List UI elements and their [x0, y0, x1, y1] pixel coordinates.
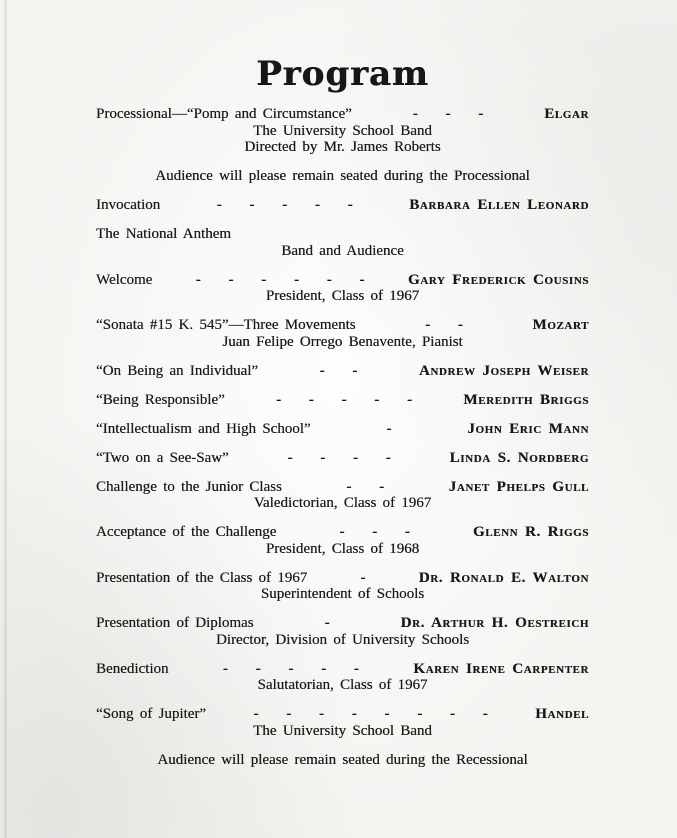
program-entry — [96, 226, 589, 259]
entry-label: “Intellectualism and High School” — [96, 420, 311, 437]
entry-name: Dr. Arthur H. Oestreich — [400, 615, 589, 631]
entry-leader: - - - - - - — [195, 271, 365, 288]
entry-subline: The University School Band — [253, 122, 432, 139]
entry-name: Linda S. Nordberg — [449, 449, 589, 466]
entry-name: Meredith Briggs — [463, 391, 589, 408]
entry-leader: - — [386, 420, 392, 437]
notice-recessional: Audience will please remain seated during the Recessional — [157, 751, 528, 768]
entry-subline: The University School Band — [253, 722, 432, 739]
entry-label: Invocation — [96, 197, 161, 213]
program-entry — [96, 479, 589, 512]
program-entry — [96, 272, 589, 305]
entry-leader: - - - - - — [216, 197, 353, 213]
entry-name: Barbara Ellen Leonard — [409, 197, 589, 213]
entry-subline: Directed by Mr. James Roberts — [244, 139, 441, 155]
entry-label: Challenge to the Junior Class — [96, 478, 282, 495]
entry-subline: Superintendent of Schools — [260, 586, 425, 602]
entry-leader: - - - — [339, 524, 410, 540]
entry-name: Karen Irene Carpenter — [413, 660, 589, 677]
entry-subline: Director, Division of University Schools — [215, 631, 470, 648]
entry-subline: Valedictorian, Class of 1967 — [253, 495, 432, 511]
entry-name: Elgar — [544, 106, 589, 122]
entry-name: Andrew Joseph Weiser — [418, 362, 589, 379]
entry-name: Gary Frederick Cousins — [407, 271, 589, 288]
entry-subline: Salutatorian, Class of 1967 — [257, 677, 428, 693]
program-entry — [96, 363, 589, 380]
entry-leader: - - - - — [287, 449, 391, 466]
entry-label: Presentation of the Class of 1967 — [96, 569, 308, 586]
entry-name: Glenn R. Riggs — [472, 524, 589, 540]
entry-name: John Eric Mann — [467, 420, 589, 437]
entry-leader: - - — [425, 317, 463, 333]
program-entry — [96, 317, 589, 350]
entry-label: Benediction — [96, 660, 169, 677]
entry-leader: - - — [346, 478, 385, 495]
program-entry — [96, 706, 589, 739]
program-entry — [96, 615, 589, 648]
entry-name: Janet Phelps Gull — [448, 478, 589, 495]
entry-leader: - - — [319, 362, 358, 379]
entry-label: The National Anthem — [96, 226, 231, 242]
entry-label: Processional—“Pomp and Circumstance” — [96, 106, 352, 122]
entry-leader: - - - — [412, 106, 484, 122]
entry-label: “Sonata #15 K. 545”—Three Movements — [96, 317, 356, 333]
entry-name: Handel — [535, 706, 589, 722]
entry-leader: - — [324, 615, 330, 631]
entry-subline: Juan Felipe Orrego Benavente, Pianist — [222, 333, 463, 350]
entry-label: Welcome — [96, 271, 153, 288]
program-entry — [96, 421, 589, 438]
entry-label: “Song of Jupiter” — [96, 706, 206, 722]
entry-leader: - - - - - — [222, 660, 359, 677]
program-entry — [96, 570, 589, 603]
entry-label: Acceptance of the Challenge — [96, 524, 277, 540]
entry-label: “Two on a See-Saw” — [96, 449, 229, 466]
entry-leader: - - - - - - - - — [253, 706, 488, 722]
entry-subline: Band and Audience — [281, 242, 404, 259]
program-entry — [96, 392, 589, 409]
program-entry — [96, 661, 589, 694]
program-body — [96, 106, 589, 768]
entry-leader: - — [360, 569, 366, 586]
entry-name: Dr. Ronald E. Walton — [418, 569, 589, 586]
entry-label: Presentation of Diplomas — [96, 615, 254, 631]
entry-name: Mozart — [532, 317, 589, 333]
entry-label: “On Being an Individual” — [96, 362, 259, 379]
program-entry — [96, 450, 589, 467]
entry-leader: - - - - - — [276, 391, 413, 408]
program-entry — [96, 106, 589, 156]
program-entry — [96, 197, 589, 214]
entry-subline: President, Class of 1968 — [265, 540, 420, 557]
program-entry — [96, 524, 589, 557]
notice-processional: Audience will please remain seated during the Processional — [155, 168, 530, 184]
entry-label: “Being Responsible” — [96, 391, 225, 408]
entry-subline: President, Class of 1967 — [265, 288, 420, 304]
page-title: Program — [256, 54, 429, 94]
